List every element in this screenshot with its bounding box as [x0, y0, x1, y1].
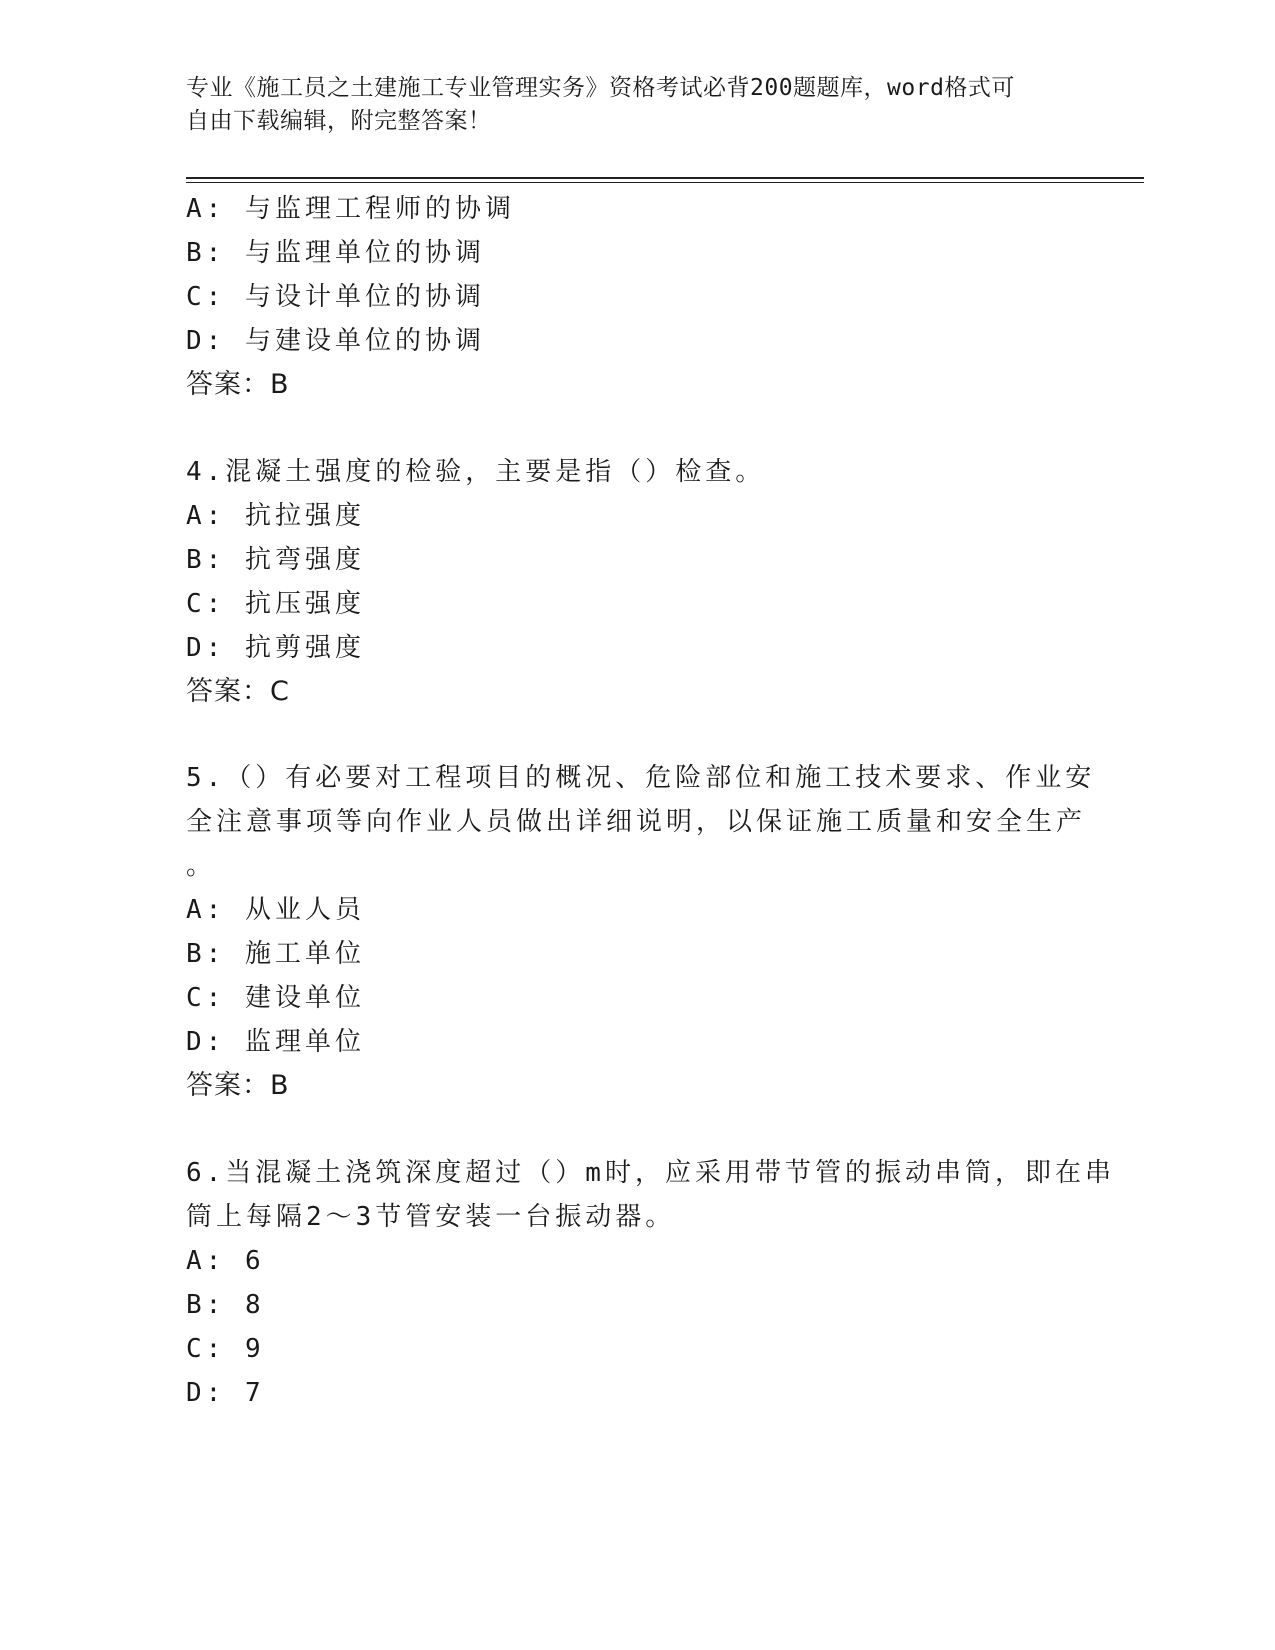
q5-option-b: B: 施工单位: [186, 939, 365, 969]
q4-option-d: D: 抗剪强度: [186, 633, 365, 663]
q6-stem-line-1: 6.当混凝土浇筑深度超过（）m时，应采用带节管的振动串筒，即在串: [186, 1158, 1115, 1188]
q5-option-d: D: 监理单位: [186, 1027, 365, 1057]
q5-option-a: A: 从业人员: [186, 895, 365, 925]
q6-option-d: D: 7: [186, 1378, 265, 1408]
q6-stem-line-2: 筒上每隔2～3节管安装一台振动器。: [186, 1202, 676, 1232]
document-header: [186, 72, 1066, 138]
header-divider-thin: [186, 182, 1144, 183]
q4-stem: 4.混凝土强度的检验，主要是指（）检查。: [186, 457, 766, 487]
q3-option-d: D: 与建设单位的协调: [186, 326, 485, 356]
q5-stem-line-3: 。: [186, 851, 217, 881]
header-line-1: 专业《施工员之土建施工专业管理实务》资格考试必背200题题库，word格式可: [186, 75, 1015, 101]
header-line-2: 自由下载编辑，附完整答案！: [186, 108, 492, 134]
q5-stem-line-2: 全注意事项等向作业人员做出详细说明，以保证施工质量和安全生产: [186, 807, 1087, 837]
q5-stem-line-1: 5.（）有必要对工程项目的概况、危险部位和施工技术要求、作业安: [186, 763, 1096, 793]
q4-option-a: A: 抗拉强度: [186, 501, 365, 531]
q5-option-c: C: 建设单位: [186, 983, 365, 1013]
q6-option-c: C: 9: [186, 1334, 265, 1364]
q3-option-a: A: 与监理工程师的协调: [186, 194, 515, 224]
q4-answer: 答案：C: [186, 676, 290, 707]
q3-option-b: B: 与监理单位的协调: [186, 238, 485, 268]
header-divider-thick: [186, 177, 1144, 179]
q6-option-a: A: 6: [186, 1246, 265, 1276]
q3-option-c: C: 与设计单位的协调: [186, 282, 485, 312]
q5-answer: 答案：B: [186, 1070, 290, 1101]
q6-option-b: B: 8: [186, 1290, 265, 1320]
q4-option-b: B: 抗弯强度: [186, 545, 365, 575]
q4-option-c: C: 抗压强度: [186, 589, 365, 619]
q3-answer: 答案：B: [186, 369, 290, 400]
